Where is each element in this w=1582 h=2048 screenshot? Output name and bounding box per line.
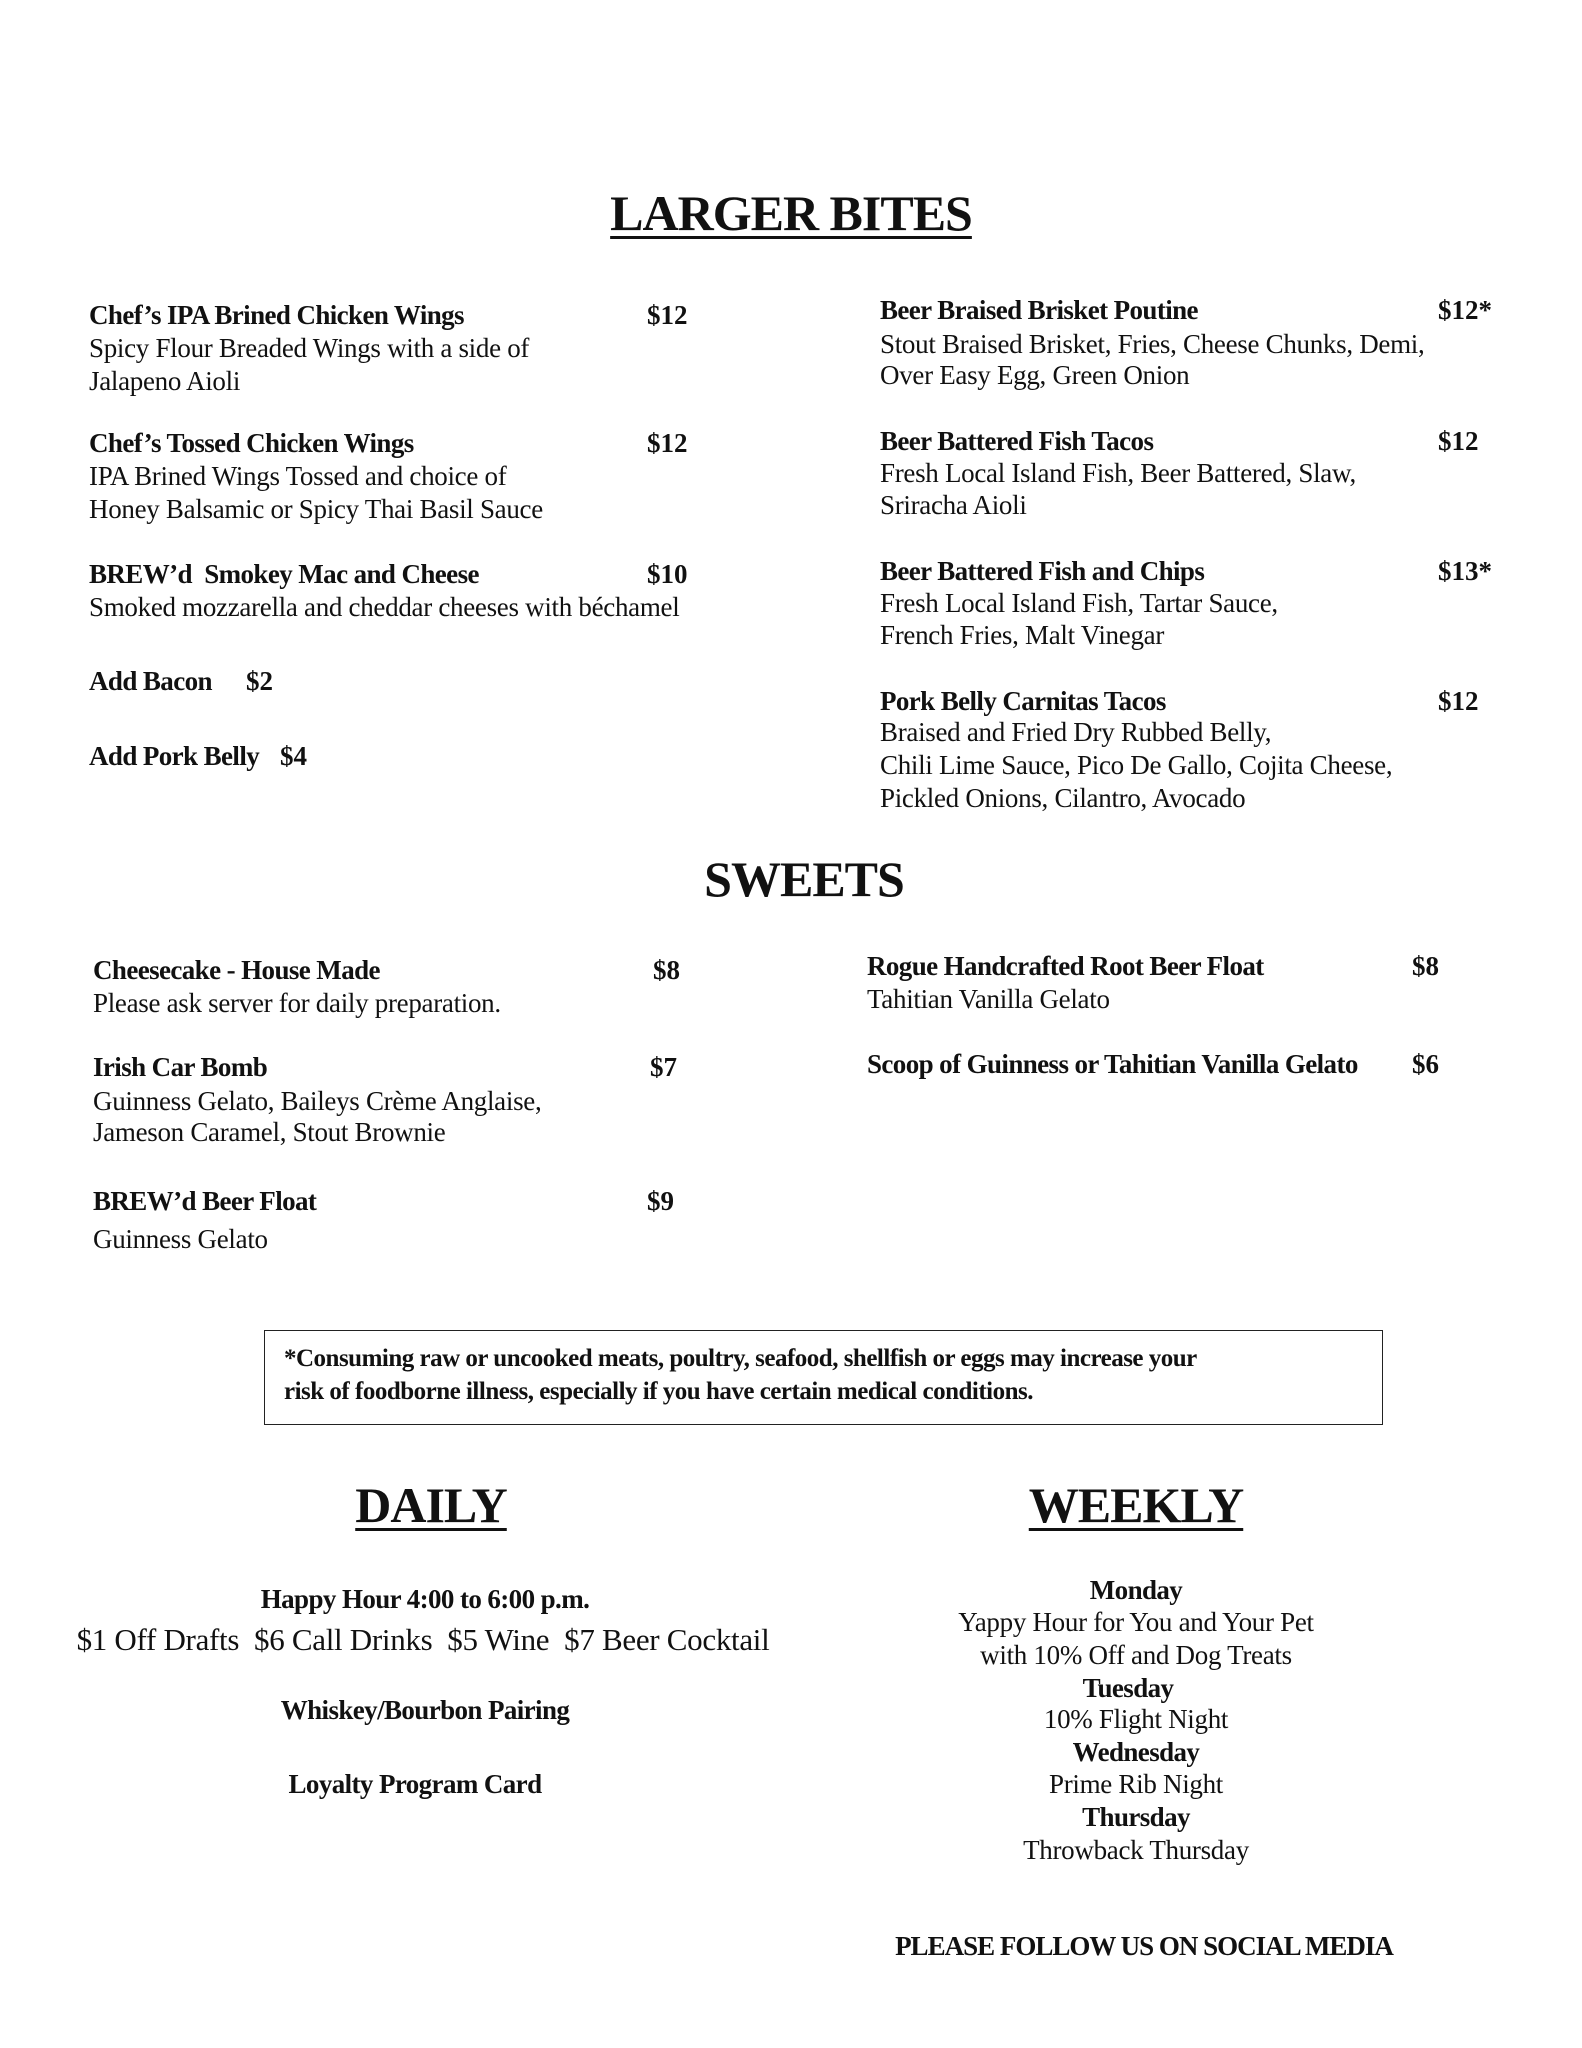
item-name: Rogue Handcrafted Root Beer Float xyxy=(867,951,1264,981)
item-description: Tahitian Vanilla Gelato xyxy=(867,984,1110,1014)
item-description: Smoked mozzarella and cheddar cheeses with béchamel xyxy=(89,592,680,622)
item-description: Braised and Fried Dry Rubbed Belly, xyxy=(880,717,1272,747)
loyalty-card-text: Loyalty Program Card xyxy=(288,1769,542,1799)
item-description: Over Easy Egg, Green Onion xyxy=(880,360,1190,390)
item-description: Chili Lime Sauce, Pico De Gallo, Cojita Cheese, xyxy=(880,750,1393,780)
weekday-description: Yappy Hour for You and Your Pet xyxy=(958,1607,1314,1637)
item-price: $12 xyxy=(1438,426,1479,456)
item-name: Beer Braised Brisket Poutine xyxy=(880,295,1198,325)
item-price: $13* xyxy=(1438,556,1492,586)
item-description: Fresh Local Island Fish, Beer Battered, Slaw, xyxy=(880,458,1356,488)
daily-heading: DAILY xyxy=(355,1477,507,1533)
larger-bites-heading: LARGER BITES xyxy=(610,185,972,241)
item-name: BREW’d Smokey Mac and Cheese xyxy=(89,559,479,589)
item-name: BREW’d Beer Float xyxy=(93,1186,317,1216)
addon-price: $4 xyxy=(280,741,307,771)
item-name: Scoop of Guinness or Tahitian Vanilla Gelato xyxy=(867,1049,1358,1079)
item-name: Cheesecake - House Made xyxy=(93,955,380,985)
item-description: Jalapeno Aioli xyxy=(89,366,241,396)
item-price: $9 xyxy=(647,1186,674,1216)
whiskey-pairing-text: Whiskey/Bourbon Pairing xyxy=(280,1695,570,1725)
addon-name: Add Pork Belly xyxy=(89,741,260,771)
addon-price: $2 xyxy=(246,666,273,696)
item-name: Irish Car Bomb xyxy=(93,1052,268,1082)
item-description: Jameson Caramel, Stout Brownie xyxy=(93,1117,446,1147)
item-price: $12 xyxy=(647,300,688,330)
item-price: $12 xyxy=(1438,686,1479,716)
item-description: Sriracha Aioli xyxy=(880,490,1027,520)
weekday-monday: Monday xyxy=(1089,1575,1183,1605)
weekday-thursday: Thursday xyxy=(1082,1802,1190,1832)
disclaimer-line: risk of foodborne illness, especially if you have certain medical conditions. xyxy=(284,1378,1033,1405)
weekday-tuesday: Tuesday xyxy=(1082,1673,1174,1703)
item-price: $12* xyxy=(1438,295,1492,325)
item-name: Pork Belly Carnitas Tacos xyxy=(880,686,1166,716)
item-price: $12 xyxy=(647,428,688,458)
item-description: Guinness Gelato, Baileys Crème Anglaise, xyxy=(93,1086,542,1116)
item-description: Please ask server for daily preparation. xyxy=(93,988,501,1018)
item-name: Beer Battered Fish and Chips xyxy=(880,556,1205,586)
sweets-heading: SWEETS xyxy=(704,851,904,907)
item-description: Fresh Local Island Fish, Tartar Sauce, xyxy=(880,588,1278,618)
item-name: Beer Battered Fish Tacos xyxy=(880,426,1154,456)
item-description: Stout Braised Brisket, Fries, Cheese Chunks, Demi, xyxy=(880,329,1425,359)
disclaimer-line: *Consuming raw or uncooked meats, poultry, seafood, shellfish or eggs may increase your xyxy=(284,1345,1197,1372)
item-name: Chef’s IPA Brined Chicken Wings xyxy=(89,300,464,330)
item-price: $8 xyxy=(1412,951,1439,981)
item-description: Spicy Flour Breaded Wings with a side of xyxy=(89,333,530,363)
item-description: French Fries, Malt Vinegar xyxy=(880,620,1165,650)
happy-hour-deals: $1 Off Drafts $6 Call Drinks $5 Wine $7 Beer Cocktail xyxy=(76,1622,770,1657)
item-price: $7 xyxy=(650,1052,677,1082)
item-name: Chef’s Tossed Chicken Wings xyxy=(89,428,414,458)
weekday-description: Prime Rib Night xyxy=(1048,1769,1224,1799)
item-description: Pickled Onions, Cilantro, Avocado xyxy=(880,783,1246,813)
item-price: $8 xyxy=(653,955,680,985)
item-price: $10 xyxy=(647,559,688,589)
item-price: $6 xyxy=(1412,1049,1439,1079)
social-media-footer: PLEASE FOLLOW US ON SOCIAL MEDIA xyxy=(895,1931,1393,1961)
weekday-wednesday: Wednesday xyxy=(1072,1737,1200,1767)
item-description: Honey Balsamic or Spicy Thai Basil Sauce xyxy=(89,494,543,524)
addon-name: Add Bacon xyxy=(89,666,212,696)
weekday-description: 10% Flight Night xyxy=(1043,1704,1229,1734)
weekday-description: Throwback Thursday xyxy=(1023,1835,1249,1865)
item-description: IPA Brined Wings Tossed and choice of xyxy=(89,461,507,491)
happy-hour-text: Happy Hour 4:00 to 6:00 p.m. xyxy=(260,1584,590,1614)
item-description: Guinness Gelato xyxy=(93,1224,268,1254)
weekday-description: with 10% Off and Dog Treats xyxy=(980,1640,1292,1670)
weekly-heading: WEEKLY xyxy=(1028,1477,1244,1533)
